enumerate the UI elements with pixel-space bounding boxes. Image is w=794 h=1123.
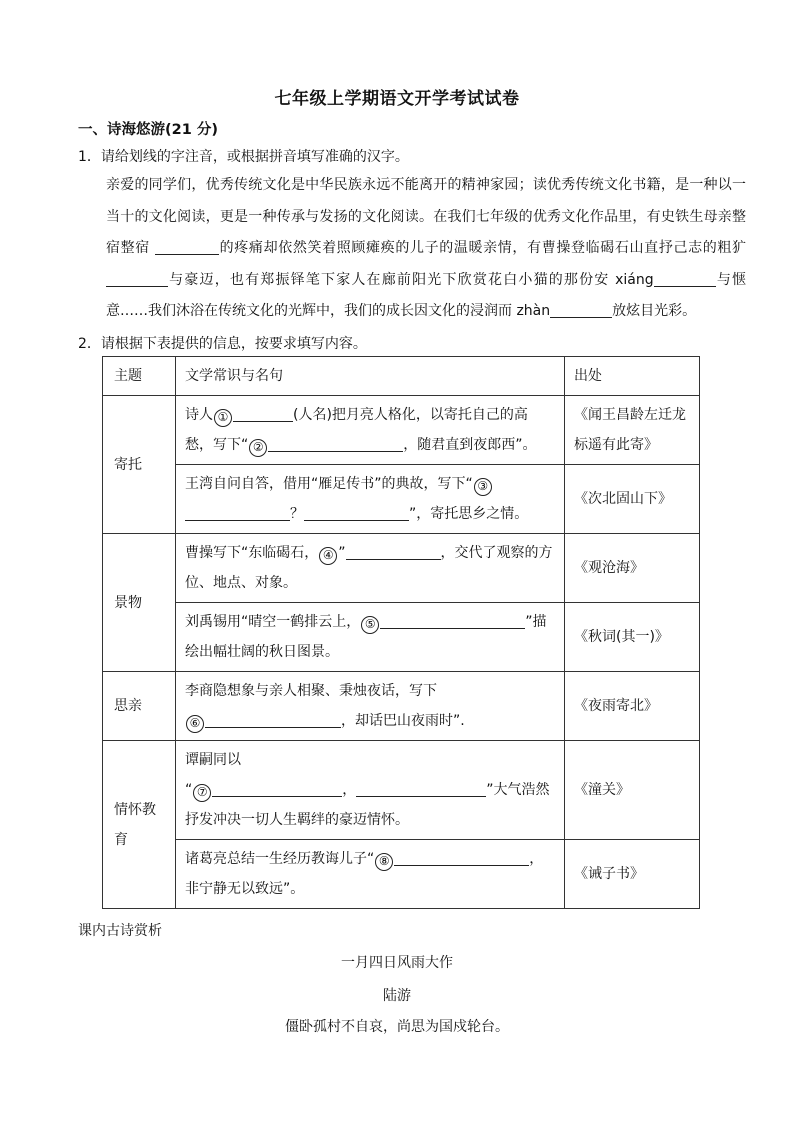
source-cell: 《观沧海》: [565, 534, 700, 603]
answer-blank-table-4[interactable]: [304, 504, 409, 521]
table-row: [103, 534, 700, 603]
answer-blank-4[interactable]: [550, 301, 612, 318]
content-cell: 王湾自问自答，借用“雁足传书”的典故，写下“ ③？ ”，寄托思乡之情。: [176, 465, 565, 534]
answer-blank-1[interactable]: [155, 238, 219, 255]
passage-text-4: 与惬意……我们沐浴在传统文化的光辉中，我们的成长因文化的浸润而 zhàn: [106, 271, 747, 319]
topic-cell: 思亲: [103, 672, 176, 741]
poem-line-1: 僵卧孤村不自哀，尚思为国戍轮台。: [285, 1019, 509, 1035]
answer-blank-table-2[interactable]: [268, 435, 403, 452]
passage-text-2: 的疼痛却依然笑着照顾瘫痪的儿子的温暖亲情，有曹操登临碣石山直抒己志的粗犷: [219, 240, 747, 256]
passage-text-1: 亲爱的同学们，优秀传统文化是中华民族永远不能离开的精神家园；读优秀传统文化书籍，是一种以一当十的文化阅读，更是一种传承与发扬的文化阅读。在我们七年级的优秀文化作品里，有史铁生母亲整宿整宿: [106, 177, 746, 256]
topic-cell: 情怀教育: [103, 741, 176, 909]
answer-blank-table-5[interactable]: [346, 543, 441, 560]
section-heading: 一、诗海悠游(21 分): [78, 122, 218, 138]
source-cell: 《夜雨寄北》: [565, 672, 700, 741]
source-cell: 《秋词(其一)》: [565, 603, 700, 672]
circled-number: ③: [474, 478, 492, 496]
source-cell: 《次北固山下》: [565, 465, 700, 534]
question-1-passage: [78, 170, 746, 328]
answer-blank-table-3[interactable]: [185, 504, 290, 521]
page-title: 七年级上学期语文开学考试试卷: [274, 89, 520, 109]
content-cell: 诗人 ① (人名)把月亮人格化，以寄托自己的高愁，写下“ ② ，随君直到夜郎西”。: [176, 396, 565, 465]
table-row: [103, 840, 700, 909]
circled-number: ①: [214, 409, 232, 427]
header-content: 文学常识与名句: [176, 357, 565, 396]
content-cell: 诸葛亮总结一生经历教诲儿子“ ⑧ ，非宁静无以致远”。: [176, 840, 565, 909]
answer-blank-table-7[interactable]: [205, 711, 341, 728]
table-header-row: [103, 357, 700, 396]
poem-author: 陆游: [383, 988, 411, 1004]
header-topic: 主题: [103, 357, 176, 396]
answer-blank-table-6[interactable]: [380, 612, 525, 629]
answer-blank-table-1[interactable]: [233, 405, 293, 422]
source-cell: 《闻王昌龄左迁龙标遥有此寄》: [565, 396, 700, 465]
passage-text-5: 放炫目光彩。: [612, 303, 697, 319]
topic-cell: 寄托: [103, 396, 176, 534]
circled-number: ⑧: [375, 853, 393, 871]
answer-blank-table-10[interactable]: [394, 849, 529, 866]
circled-number: ⑥: [186, 715, 204, 733]
answer-blank-2[interactable]: [106, 270, 168, 287]
content-cell: 李商隐想象与亲人相聚、秉烛夜话，写下 ⑥ ，却话巴山夜雨时”.: [176, 672, 565, 741]
answer-blank-table-8[interactable]: [212, 780, 342, 797]
table-row: [103, 396, 700, 465]
content-cell: 刘禹锡用“晴空一鹤排云上， ⑤ ”描绘出幅壮阔的秋日图景。: [176, 603, 565, 672]
content-cell: 谭嗣同以 “ ⑦ ， ”大气浩然抒发冲决一切人生羁绊的豪迈情怀。: [176, 741, 565, 840]
source-cell: 《诫子书》: [565, 840, 700, 909]
topic-cell: 景物: [103, 534, 176, 672]
table-row: [103, 741, 700, 840]
table-row: [103, 672, 700, 741]
content-cell: 曹操写下“东临碣石， ④ ” ，交代了观察的方位、地点、对象。: [176, 534, 565, 603]
table-row: [103, 603, 700, 672]
poem-title: 一月四日风雨大作: [341, 955, 453, 971]
header-source: 出处: [565, 357, 700, 396]
literature-table: [102, 356, 700, 909]
table-row: [103, 465, 700, 534]
poem-section-heading: 课内古诗赏析: [78, 923, 162, 939]
answer-blank-3[interactable]: [654, 270, 716, 287]
answer-blank-table-9[interactable]: [356, 780, 486, 797]
question-1-stem: 1．请给划线的字注音，或根据拼音填写准确的汉字。: [78, 149, 409, 165]
circled-number: ⑤: [361, 616, 379, 634]
source-cell: 《潼关》: [565, 741, 700, 840]
circled-number: ⑦: [193, 784, 211, 802]
circled-number: ④: [319, 547, 337, 565]
question-2-stem: 2．请根据下表提供的信息，按要求填写内容。: [78, 336, 367, 352]
circled-number: ②: [249, 439, 267, 457]
passage-text-3: 与豪迈，也有郑振铎笔下家人在廊前阳光下欣赏花白小猫的那份安 xiáng: [168, 271, 654, 288]
